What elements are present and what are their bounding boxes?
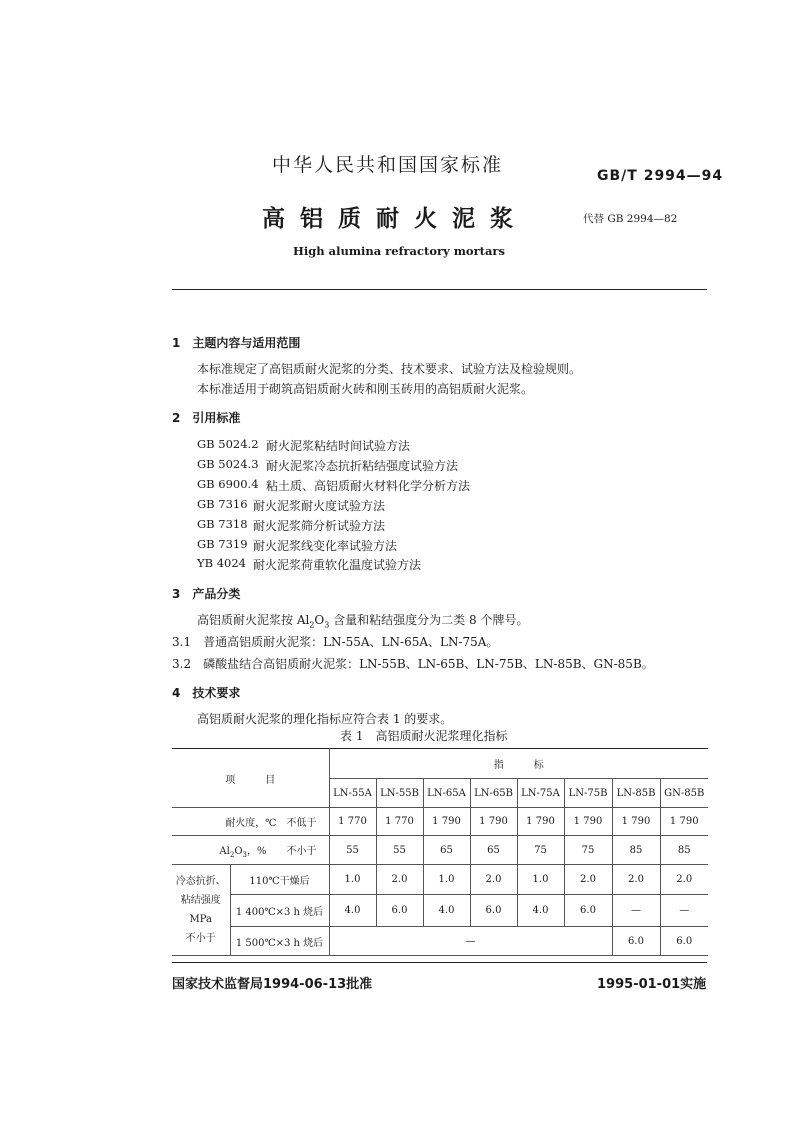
grade-header: GN-85B xyxy=(660,779,708,808)
grade-header: LN-85B xyxy=(612,779,660,808)
section-2-heading: 2 引用标准 xyxy=(172,411,241,425)
table-cell: 6.0 xyxy=(660,927,708,956)
grade-header: LN-65B xyxy=(470,779,517,808)
grade-header: LN-55B xyxy=(376,779,423,808)
table-cell: — xyxy=(612,895,660,927)
ref-name: 耐火泥浆冷态抗折粘结强度试验方法 xyxy=(266,459,459,473)
strength-label: 冷态抗折、 粘结强度 MPa 不小于 xyxy=(172,865,230,956)
section-3-2: 3.2 磷酸盐结合高铝质耐火泥浆：LN-55B、LN-65B、LN-75B、LN-85B、GN-85B。 xyxy=(172,657,654,671)
ref-name: 耐火泥浆耐火度试验方法 xyxy=(253,499,386,513)
item-header: 项 目 xyxy=(172,749,329,808)
table-cell: 1 790 xyxy=(564,808,612,836)
table-cell: 2.0 xyxy=(564,865,612,895)
standard-category-title: 中华人民共和国国家标准 xyxy=(272,154,504,176)
index-header: 指 标 xyxy=(329,749,708,779)
grade-header: LN-65A xyxy=(423,779,470,808)
table-cell: 6.0 xyxy=(470,895,517,927)
table-cell: — xyxy=(329,927,612,956)
table-cell: 2.0 xyxy=(376,865,423,895)
table-cell: 85 xyxy=(660,836,708,865)
table-cell: 75 xyxy=(517,836,564,865)
document-title: 高铝质耐火泥浆 xyxy=(262,206,528,232)
table-cell: 55 xyxy=(376,836,423,865)
grade-header: LN-75B xyxy=(564,779,612,808)
ref-code: GB 7318 xyxy=(197,517,248,531)
table-cell: 4.0 xyxy=(423,895,470,927)
ref-code: GB 7319 xyxy=(197,537,248,551)
table-cell: 4.0 xyxy=(517,895,564,927)
ref-code: GB 5024.3 xyxy=(197,457,259,471)
table-cell: 1 790 xyxy=(470,808,517,836)
approval-date: 国家技术监督局1994-06-13批准 xyxy=(172,977,373,992)
table-cell: 1 770 xyxy=(376,808,423,836)
effective-date: 1995-01-01实施 xyxy=(597,977,707,992)
table-cell: 6.0 xyxy=(612,927,660,956)
table-cell: 1 790 xyxy=(517,808,564,836)
grade-header: LN-55A xyxy=(329,779,376,808)
table-cell: 1.0 xyxy=(517,865,564,895)
table-cell: 2.0 xyxy=(612,865,660,895)
section-3-heading: 3 产品分类 xyxy=(172,587,241,601)
table-caption: 表 1 高铝质耐火泥浆理化指标 xyxy=(340,729,508,743)
section-1-heading: 1 主题内容与适用范围 xyxy=(172,336,301,350)
table-cell: 1 790 xyxy=(423,808,470,836)
section-1-para-1: 本标准规定了高铝质耐火泥浆的分类、技术要求、试验方法及检验规则。 xyxy=(197,362,582,376)
table-cell: 6.0 xyxy=(376,895,423,927)
section-1-para-2: 本标准适用于砌筑高铝质耐火砖和刚玉砖用的高铝质耐火泥浆。 xyxy=(197,382,534,396)
refractoriness-label: 耐火度，℃ 不低于 xyxy=(172,808,329,836)
alumina-label: $Al_2O_3$，% 不小于 xyxy=(172,836,329,865)
table-cell: 2.0 xyxy=(660,865,708,895)
table-cell: 65 xyxy=(423,836,470,865)
ref-code: GB 6900.4 xyxy=(197,477,259,491)
grade-header: LN-75A xyxy=(517,779,564,808)
table-cell: — xyxy=(660,895,708,927)
ref-code: YB 4024 xyxy=(197,556,246,570)
ref-code: GB 5024.2 xyxy=(197,437,259,451)
table-cell: 4.0 xyxy=(329,895,376,927)
table-cell: 1.0 xyxy=(423,865,470,895)
section-3-1: 3.1 普通高铝质耐火泥浆：LN-55A、LN-65A、LN-75A。 xyxy=(172,635,499,649)
ref-name: 粘土质、高铝质耐火材料化学分析方法 xyxy=(266,479,471,493)
table-cell: 6.0 xyxy=(564,895,612,927)
table-cell: 1 790 xyxy=(612,808,660,836)
ref-code: GB 7316 xyxy=(197,497,248,511)
ref-name: 耐火泥浆荷重软化温度试验方法 xyxy=(253,558,422,572)
table-cell: 1 770 xyxy=(329,808,376,836)
table-cell: 75 xyxy=(564,836,612,865)
section-3-para: 高铝质耐火泥浆按 $Al_2O_3$ 含量和粘结强度分为二类 8 个牌号。 xyxy=(197,613,529,630)
ref-name: 耐火泥浆粘结时间试验方法 xyxy=(266,439,411,453)
footer-rule xyxy=(172,962,707,963)
table-cell: 85 xyxy=(612,836,660,865)
table-cell: 55 xyxy=(329,836,376,865)
fired-1400-label: 1 400℃×3 h 烧后 xyxy=(230,895,329,927)
section-4-heading: 4 技术要求 xyxy=(172,686,241,700)
header-rule xyxy=(172,289,707,290)
properties-table xyxy=(172,748,708,956)
standard-code: GB/T 2994—94 xyxy=(597,168,724,184)
section-4-para: 高铝质耐火泥浆的理化指标应符合表 1 的要求。 xyxy=(197,712,453,726)
table-cell: 1.0 xyxy=(329,865,376,895)
dried-label: 110℃干燥后 xyxy=(230,865,329,895)
fired-1500-label: 1 500℃×3 h 烧后 xyxy=(230,927,329,956)
ref-name: 耐火泥浆线变化率试验方法 xyxy=(253,539,398,553)
replaces-note: 代替 GB 2994—82 xyxy=(583,213,678,225)
table-cell: 65 xyxy=(470,836,517,865)
table-cell: 1 790 xyxy=(660,808,708,836)
table-cell: 2.0 xyxy=(470,865,517,895)
english-title: High alumina refractory mortars xyxy=(293,244,505,258)
ref-name: 耐火泥浆筛分析试验方法 xyxy=(253,519,386,533)
